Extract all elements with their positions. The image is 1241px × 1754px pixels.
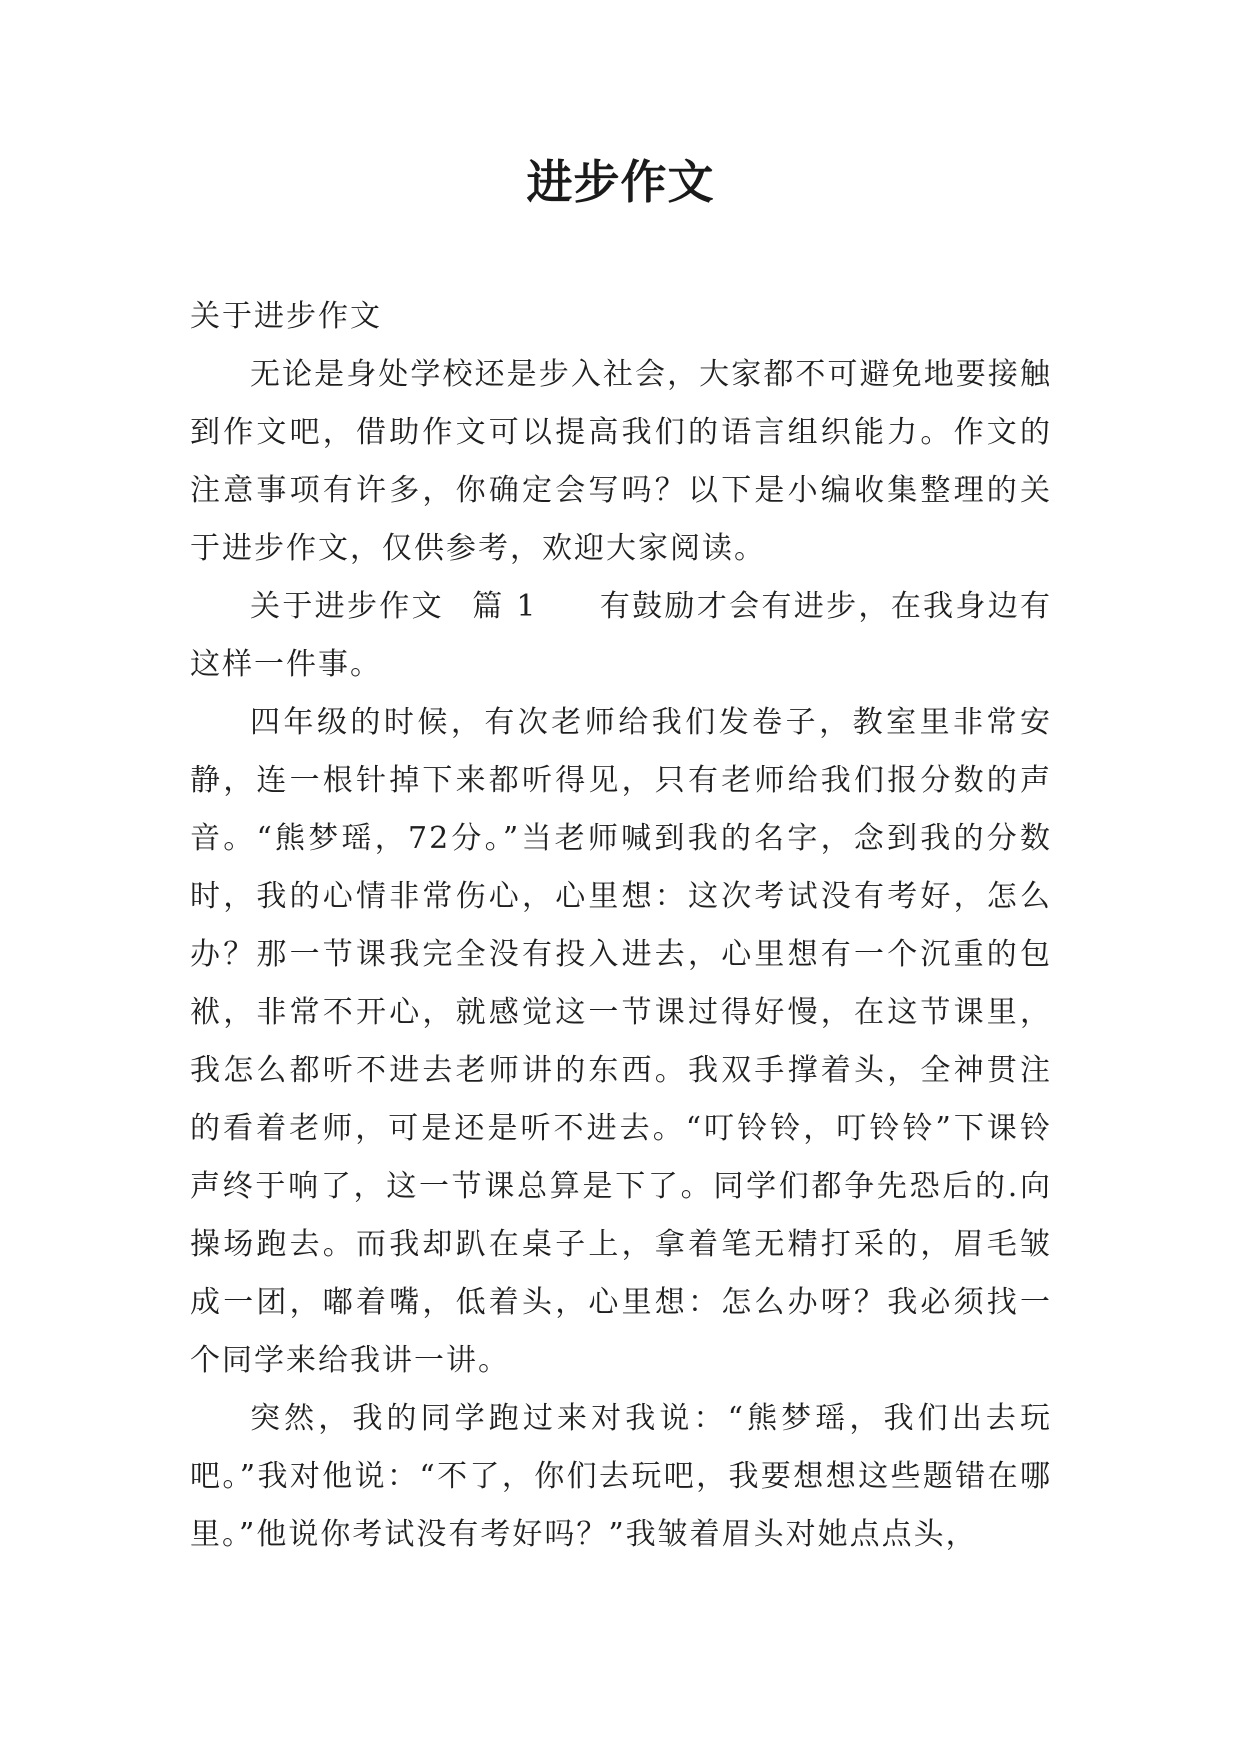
story-paragraph-2: 突然，我的同学跑过来对我说：“熊梦瑶，我们出去玩吧。”我对他说：“不了，你们去玩吧，我要想想这些题错在哪里。”他说你考试没有考好吗？”我皱着眉头对她点点头，: [190, 1401, 1052, 1552]
document-body: [190, 288, 1052, 1564]
section-heading-paragraph: [190, 578, 1052, 694]
story-paragraph-1: 四年级的时候，有次老师给我们发卷子，教室里非常安静，连一根针掉下来都听得见，只有老师给我们报分数的声音。“熊梦瑶，72分。”当老师喊到我的名字，念到我的分数时，我的心情非常伤心，心里想：这次考试没有考好，怎么办？那一节课我完全没有投入进去，心里想有一个沉重的包袱，非常不开心，就感觉这一节课过得好慢，在这节课里，我怎么都听不进去老师讲的东西。我双手撑着头，全神贯注的看着老师，可是还是听不进去。“叮铃铃，叮铃铃”下课铃声终于响了，这一节课总算是下了。同学们都争先恐后的.向操场跑去。而我却趴在桌子上，拿着笔无精打采的，眉毛皱成一团，嘟着嘴，低着头，心里想：怎么办呀？我必须找一个同学来给我讲一讲。: [190, 705, 1052, 1378]
document-subtitle: 关于进步作文: [190, 299, 382, 334]
section-lead-text: 有鼓励才会有进步，在我身边有这样一件事。: [190, 589, 1053, 682]
section-label: 篇 1: [471, 589, 538, 624]
section-heading: 关于进步作文: [250, 589, 444, 624]
document-title: 进步作文: [526, 155, 715, 209]
intro-paragraph: 无论是身处学校还是步入社会，大家都不可避免地要接触到作文吧，借助作文可以提高我们的语言组织能力。作文的注意事项有许多，你确定会写吗？以下是小编收集整理的关于进步作文，仅供参考，欢迎大家阅读。: [190, 357, 1052, 566]
